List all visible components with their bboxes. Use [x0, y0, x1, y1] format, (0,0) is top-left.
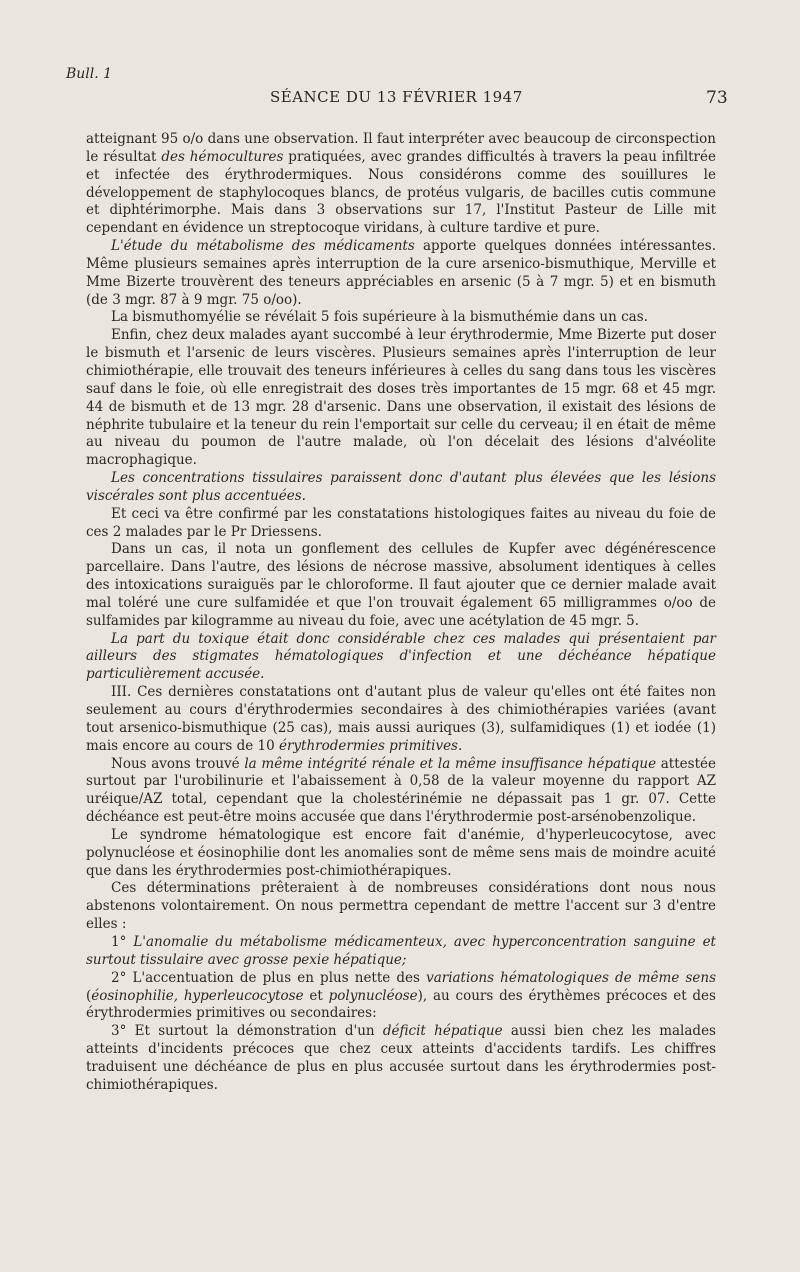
paragraph [86, 470, 716, 506]
text-span: III. Ces dernières constatations ont d'autant plus de valeur qu'elles ont été faites non seulement au cours d'érythrodermies secondaires à des chimiothérapies variées (avant tout arsenico-bismuthique (25 cas), mais aussi auriques (3), sulfamidiques (1) et iodée (1) mais encore au cours de 10 [86, 684, 716, 754]
paragraph [86, 631, 716, 685]
page-number: 73 [706, 88, 728, 108]
italic-span: polynucléose [328, 987, 418, 1004]
italic-span: variations hématologiques de même sens [426, 969, 716, 986]
italic-span: L'anomalie du métabolisme médicamenteux, avec hyperconcentration sanguine et surtout tissulaire avec grosse pexie hépatique; [86, 933, 716, 968]
paragraph [86, 756, 716, 827]
italic-span: érythrodermies primitives. [278, 737, 463, 754]
paragraph [86, 506, 716, 542]
text-span: apporte quelques données intéressantes. Même plusieurs semaines après interruption de la cure arsenico-bismuthique, Merville et Mme Bizerte trouvèrent des teneurs appréciables en arsenic (5 à 7 mgr. 5) et en bismuth (de 3 mgr. 87 à 9 mgr. 75 o/oo). [86, 238, 716, 308]
text-span: Dans un cas, il nota un gonflement des cellules de Kupfer avec dégénérescence parcellaire. Dans l'autre, des lésions de nécrose massive, absolument identiques à celles des intoxications suraiguës par le chloroforme. Il faut ajouter que ce dernier malade avait mal toléré une cure sulfamidée et que l'on trouvait également 65 milligrammes o/oo de sulfamides par kilogramme au niveau du foie, avec une acétylation de 45 mgr. 5. [86, 541, 716, 629]
text-span: ), au cours des érythèmes précoces et des érythrodermies primitives ou secondaires: [86, 987, 716, 1022]
text-span: ( [86, 987, 92, 1004]
italic-span: Les concentrations tissulaires paraissent donc d'autant plus élevées que les lésions viscérales sont plus accentuées. [86, 470, 716, 504]
italic-span: des hémocultures [161, 148, 284, 165]
body-text [86, 131, 716, 1095]
text-span: Nous avons trouvé [111, 755, 245, 772]
paragraph [86, 827, 716, 881]
text-span: 2° L'accentuation de plus en plus nette des [111, 969, 427, 986]
text-span: Ces déterminations prêteraient à de nombreuses considérations dont nous nous abstenons volontairement. On nous permettra cependant de mettre l'accent sur 3 d'entre elles : [86, 880, 716, 933]
paragraph [86, 684, 716, 755]
paragraph [86, 238, 716, 309]
header-title: SÉANCE DU 13 FÉVRIER 1947 [270, 88, 523, 106]
text-span: Le syndrome hématologique est encore fait d'anémie, d'hyperleucocytose, avec polynucléose et éosinophilie dont les anomalies sont de même sens mais de moindre acuité que dans les érythrodermies post-chimiothérapiques. [86, 826, 716, 879]
paragraph [86, 327, 716, 470]
text-span: 1° [111, 933, 134, 950]
text-span: Et ceci va être confirmé par les constatations histologiques faites au niveau du foie de ces 2 malades par le Pr Driessens. [86, 505, 716, 540]
journal-label: Bull. 1 [66, 66, 113, 82]
text-span: et [303, 987, 329, 1004]
text-span: pratiquées, avec grandes difficultés à travers la peau infiltrée et infectée des érythrodermiques. Nous considérons comme des souillures le développement de staphylocoques blancs, de protéus vulgaris, de bacilles cutis commune et diphtérimorphe. Mais dans 3 observations sur 17, l'Institut Pasteur de Lille mit cependant en évidence un streptocoque viridans, à culture tardive et pure. [86, 148, 716, 237]
italic-span: éosinophilie, hyperleucocytose [91, 987, 304, 1004]
paragraph [86, 970, 716, 1024]
paragraph [86, 934, 716, 970]
text-span: La bismuthomyélie se révélait 5 fois supérieure à la bismuthémie dans un cas. [111, 309, 648, 326]
paragraph [86, 541, 716, 630]
text-span: attestée surtout par l'urobilinurie et l'abaissement à 0,58 de la valeur moyenne du rapport AZ uréique/AZ total, cependant que la cholestérinémie ne dépassait pas 1 gr. 07. Cette déchéance est peut-être moins accusée que dans l'érythrodermie post-arsénobenzolique. [86, 755, 716, 826]
italic-span: la même intégrité rénale et la même insuffisance hépatique [244, 755, 657, 772]
text-span: Enfin, chez deux malades ayant succombé à leur érythrodermie, Mme Bizerte put doser le bismuth et l'arsenic de leurs viscères. Plusieurs semaines après l'interruption de leur chimiothérapie, elle trouvait des teneurs inférieures à celles du sang dans tous les viscères sauf dans le foie, où elle enregistrait des doses très importantes de 15 mgr. 68 et 45 mgr. 44 de bismuth et de 13 mgr. 28 d'arsenic. Dans une observation, il existait des lésions de néphrite tubulaire et la teneur du rein l'emportait sur celle du cerveau; il en était de même au niveau du poumon de l'autre malade, où l'on décelait des lésions d'alvéolite macrophagique. [86, 327, 716, 469]
running-header [0, 84, 800, 112]
paragraph [86, 1023, 716, 1094]
italic-span: déficit hépatique [382, 1023, 503, 1040]
text-span: aussi bien chez les malades atteints d'incidents précoces que chez ceux atteints d'accidents tardifs. Les chiffres traduisent une déchéance de plus en plus accusée surtout dans les érythrodermies post-chimiothérapiques. [86, 1023, 716, 1093]
paragraph [86, 131, 716, 238]
text-span: atteignant 95 o/o dans une observation. Il faut interpréter avec beaucoup de circonspection le résultat [86, 131, 716, 165]
text-span: 3° Et surtout la démonstration d'un [111, 1023, 383, 1040]
paragraph [86, 880, 716, 934]
paragraph [86, 309, 716, 327]
italic-span: L'étude du métabolisme des médicaments [111, 238, 415, 255]
italic-span: La part du toxique était donc considérable chez ces malades qui présentaient par ailleurs des stigmates hématologiques d'infection et une déchéance hépatique particulièrement accusée. [86, 630, 716, 683]
